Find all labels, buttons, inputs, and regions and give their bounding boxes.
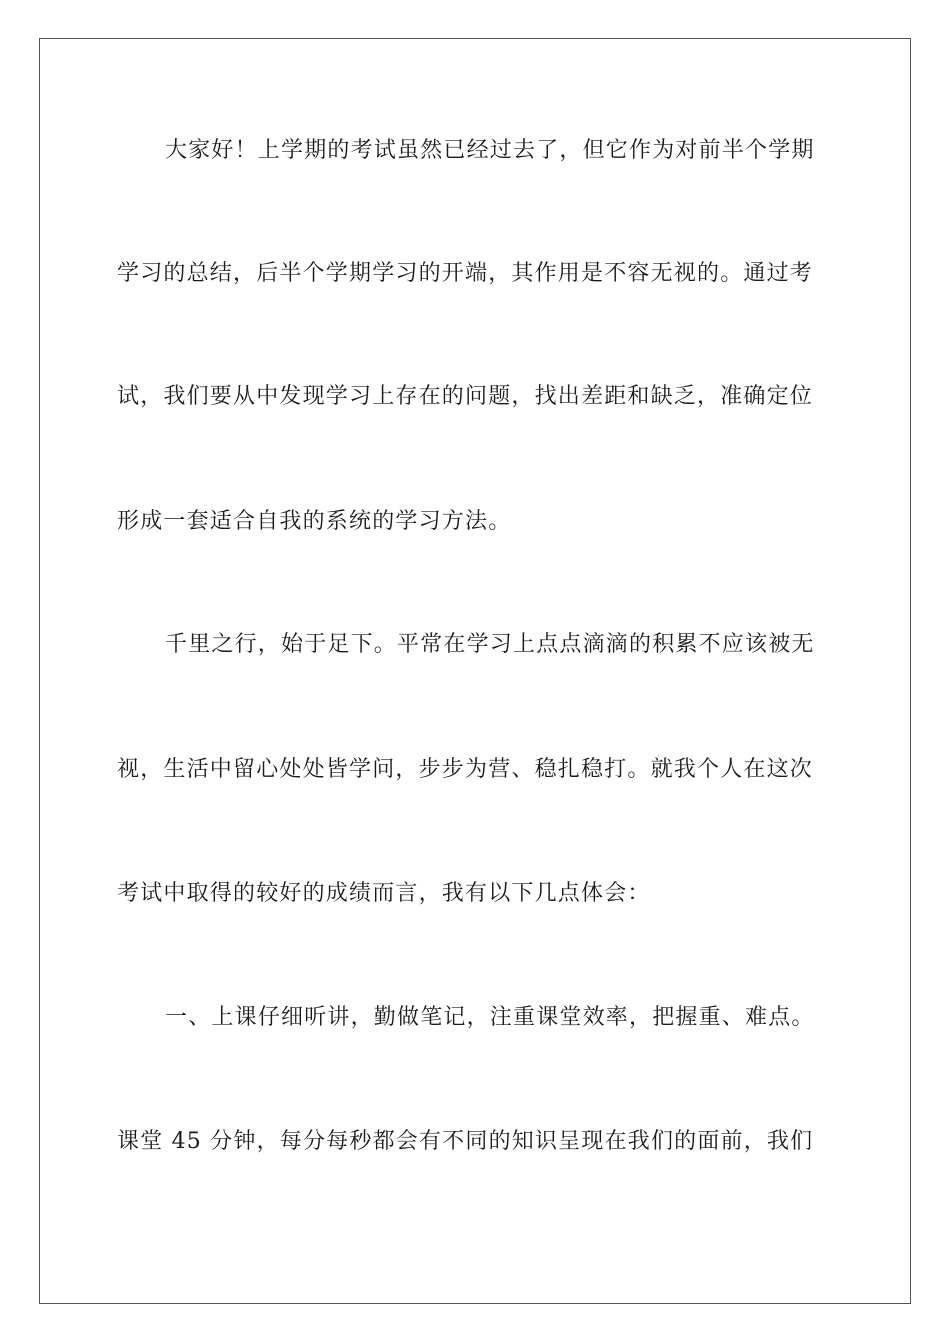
- page-border: [39, 38, 911, 1304]
- paragraph-1-line-1: 大家好！上学期的考试虽然已经过去了，但它作为对前半个学期: [165, 138, 815, 163]
- paragraph-2-line-1: 千里之行，始于足下。平常在学习上点点滴滴的积累不应该被无: [165, 632, 815, 657]
- paragraph-3-line-1: 一、上课仔细听讲，勤做笔记，注重课堂效率，把握重、难点。: [165, 1005, 815, 1030]
- paragraph-2-line-3: 考试中取得的较好的成绩而言，我有以下几点体会：: [117, 881, 651, 906]
- paragraph-2-line-2: 视，生活中留心处处皆学问，步步为营、稳扎稳打。就我个人在这次: [117, 757, 814, 782]
- paragraph-3-line-2: 课堂 45 分钟，每分每秒都会有不同的知识呈现在我们的面前，我们: [117, 1129, 814, 1154]
- paragraph-1-line-4: 形成一套适合自我的系统的学习方法。: [117, 509, 512, 534]
- paragraph-1-line-2: 学习的总结，后半个学期学习的开端，其作用是不容无视的。通过考: [117, 261, 814, 286]
- paragraph-1-line-3: 试，我们要从中发现学习上存在的问题，找出差距和缺乏，准确定位: [117, 384, 814, 409]
